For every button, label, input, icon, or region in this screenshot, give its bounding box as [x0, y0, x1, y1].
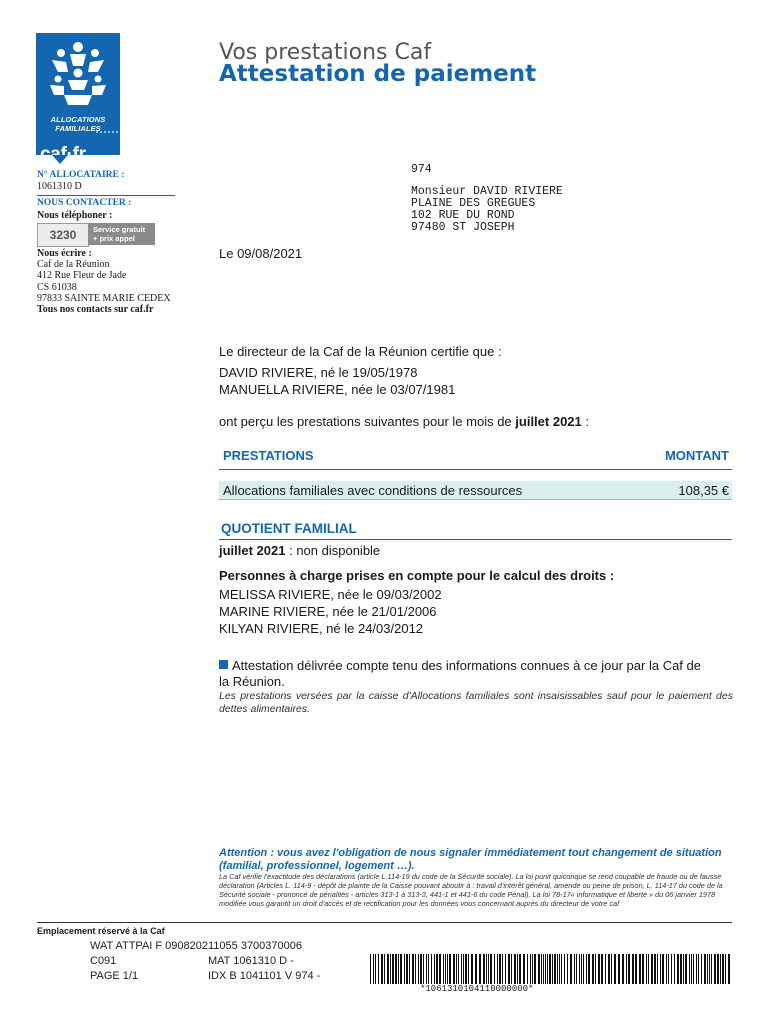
- barcode-bar: [465, 954, 467, 984]
- barcode-bar: [680, 954, 682, 984]
- recipient-line3: 102 RUE DU ROND: [411, 209, 515, 222]
- caf-address-line2: 412 Rue Fleur de Jade: [37, 270, 127, 281]
- barcode-bar: [707, 954, 708, 984]
- barcode-bar: [420, 954, 422, 984]
- phone-service-note: [88, 223, 155, 245]
- barcode-bar: [392, 954, 394, 984]
- prestation-label: Allocations familiales avec conditions de ressources: [223, 483, 523, 498]
- barcode-bar: [538, 954, 540, 984]
- caf-address-line4: 97833 SAINTE MARIE CEDEX: [37, 293, 171, 304]
- document-date: Le 09/08/2021: [219, 246, 303, 261]
- write-label: Nous écrire :: [37, 248, 92, 259]
- barcode-bar: [698, 954, 699, 984]
- barcode-bar: [579, 954, 580, 984]
- barcode-bar: [490, 954, 492, 984]
- received-statement: [219, 414, 589, 429]
- person-3: KILYAN RIVIERE, né le 24/03/2012: [219, 621, 424, 636]
- barcode-bar: [559, 954, 560, 984]
- barcode-bar: [561, 954, 562, 984]
- barcode-bar: [461, 954, 462, 984]
- barcode-bar: [475, 954, 477, 984]
- barcode-bar: [527, 954, 528, 984]
- divider: [37, 195, 175, 196]
- footer-divider: [37, 922, 732, 923]
- barcode-bar: [581, 954, 582, 984]
- barcode-bar: [431, 954, 432, 984]
- table-header: [219, 445, 732, 470]
- barcode-bar: [384, 954, 385, 984]
- legal-notice: La Caf vérifie l'exactitude des déclarations (article L.114-19 du code de la Sécurité sociale). La loi punit quiconque se rend coupable de fraude ou de fausse déclaration (Articles L. 114-9 - dépôt de plainte de la Caisse pouvant aboutir à : travail d'intérêt général, amende ou peine de prison, L. 114-17 du code de la Sécurité sociale - prononcé de pénalités - articles 313-1 à 313-3, 441-1 et 441-6 du code Pénal). La loi 78-17« informatique et liberté » du 06 janvier 1978 modifiée vous garantit un droit d'accès et de rectification pour les données vous concernant auprès du directeur de votre caf: [219, 872, 723, 908]
- barcode-bar: [660, 954, 661, 984]
- barcode-bar: [549, 954, 551, 984]
- barcode-bar: [552, 954, 553, 984]
- barcode-bar: [696, 954, 697, 984]
- barcode-bar: [453, 954, 455, 984]
- barcode-bar: [443, 954, 444, 984]
- received-month: juillet 2021: [515, 414, 582, 429]
- barcode-bar: [668, 954, 669, 984]
- barcode-bar: [574, 954, 575, 984]
- barcode-bar: [671, 954, 672, 984]
- quotient-heading-text: QUOTIENT FAMILIAL: [221, 521, 357, 536]
- notice-line1-text: Attestation délivrée compte tenu des informations connues à ce jour par la Caf de: [232, 658, 701, 673]
- barcode-bar: [693, 954, 694, 984]
- barcode-bar: [412, 954, 414, 984]
- barcode-bar: [381, 954, 383, 984]
- barcode-bar: [592, 954, 594, 984]
- barcode-bar: [598, 954, 600, 984]
- recipient-line2: PLAINE DES GREGUES: [411, 197, 536, 210]
- footer-code-line3b: IDX B 1041101 V 974 -: [208, 970, 321, 982]
- barcode-bar: [436, 954, 438, 984]
- barcode-bar: [720, 954, 721, 984]
- received-suffix: :: [581, 414, 589, 429]
- beneficiary-1: DAVID RIVIERE, né le 19/05/1978: [219, 365, 418, 380]
- barcode-bar: [545, 954, 546, 984]
- barcode-bar: [547, 954, 548, 984]
- barcode-bar: [605, 954, 606, 984]
- table-row: [219, 481, 732, 500]
- quotient-status-text: : non disponible: [285, 543, 381, 558]
- page-subtitle: Vos prestations Caf: [219, 40, 432, 65]
- person-1: MELISSA RIVIERE, née le 09/03/2002: [219, 587, 442, 602]
- barcode-bar: [674, 954, 675, 984]
- barcode-bar: [426, 954, 427, 984]
- col-montant: MONTANT: [664, 448, 729, 463]
- barcode-bar: [523, 954, 525, 984]
- barcode-bar: [564, 954, 565, 984]
- barcode-bar: [557, 954, 558, 984]
- barcode-bar: [570, 954, 572, 984]
- bullet-square-icon: [219, 660, 228, 669]
- caf-logo: [36, 33, 120, 165]
- barcode-bar: [439, 954, 441, 984]
- barcode-bar: [595, 954, 596, 984]
- barcode-bar: [378, 954, 379, 984]
- barcode-bar: [505, 954, 506, 984]
- barcode-bar: [683, 954, 684, 984]
- barcode-bar: [614, 954, 616, 984]
- person-2: MARINE RIVIERE, née le 21/01/2006: [219, 604, 437, 619]
- recipient-line4: 97480 ST JOSEPH: [411, 221, 515, 234]
- barcode-bar: [519, 954, 521, 984]
- phone-service-line2: + prix appel: [93, 234, 135, 243]
- footer-code-line3a: PAGE 1/1: [90, 970, 139, 982]
- barcode-bar: [445, 954, 446, 984]
- barcode-bar: [635, 954, 637, 984]
- barcode-bar: [409, 954, 410, 984]
- barcode-bar: [611, 954, 612, 984]
- barcode-bar: [717, 954, 719, 984]
- barcode-bar: [651, 954, 653, 984]
- barcode-bar: [418, 954, 419, 984]
- barcode-bar: [576, 954, 577, 984]
- allocataire-label: N° ALLOCATAIRE :: [37, 170, 125, 180]
- barcode-bar: [502, 954, 503, 984]
- barcode-bar: [543, 954, 544, 984]
- barcode-bar: [471, 954, 473, 984]
- barcode-bar: [586, 954, 587, 984]
- barcode-bar: [511, 954, 512, 984]
- barcode-bar: [447, 954, 448, 984]
- barcode-bar: [725, 954, 726, 984]
- barcode-bar: [390, 954, 391, 984]
- quotient-status: [219, 543, 380, 558]
- beneficiary-2: MANUELLA RIVIERE, née le 03/07/1981: [219, 382, 456, 397]
- barcode-bar: [648, 954, 649, 984]
- caf-address-line3: CS 61038: [37, 282, 77, 293]
- phone-number[interactable]: 3230: [37, 223, 89, 247]
- barcode-bar: [415, 954, 416, 984]
- reserved-area-label: Emplacement réservé à la Caf: [37, 926, 165, 936]
- barcode-bar: [499, 954, 501, 984]
- page-title: Attestation de paiement: [219, 61, 537, 87]
- notice-italic: Les prestations versées par la caisse d'Allocations familiales sont insaisissables sauf pour le paiement des dettes alimentaires.: [219, 690, 733, 715]
- barcode-bar: [701, 954, 702, 984]
- barcode-bar: [517, 954, 518, 984]
- quotient-heading: [219, 520, 732, 540]
- barcode-bar: [666, 954, 667, 984]
- barcode-bar: [622, 954, 624, 984]
- barcode-bar: [689, 954, 690, 984]
- barcode-bar: [654, 954, 656, 984]
- barcode-bar: [534, 954, 536, 984]
- intro-text: Le directeur de la Caf de la Réunion certifie que :: [219, 344, 502, 359]
- barcode-bar: [530, 954, 531, 984]
- barcode-bar: [387, 954, 389, 984]
- barcode-bar: [508, 954, 510, 984]
- barcode-bar: [486, 954, 487, 984]
- barcode-bar: [632, 954, 634, 984]
- barcode-bar: [728, 954, 730, 984]
- quotient-month: juillet 2021: [219, 543, 286, 558]
- barcode-bar: [714, 954, 716, 984]
- barcode-bar: [704, 954, 706, 984]
- barcode-bar: [646, 954, 647, 984]
- barcode-bar: [456, 954, 457, 984]
- recipient-code: 974: [411, 163, 432, 176]
- barcode-bar: [554, 954, 556, 984]
- barcode-bar: [583, 954, 584, 984]
- barcode-bar: [628, 954, 630, 984]
- barcode-bar: [494, 954, 495, 984]
- logo-brand: caf·fr: [40, 144, 86, 165]
- barcode-bar: [642, 954, 644, 984]
- barcode-bar: [458, 954, 459, 984]
- family-logo-icon: [44, 39, 112, 109]
- barcode-bar: [370, 954, 371, 984]
- notice-line2: la Réunion.: [219, 674, 285, 689]
- barcode-bar: [639, 954, 641, 984]
- barcode-bar: [541, 954, 542, 984]
- barcode-bar: [404, 954, 405, 984]
- barcode-bar: [618, 954, 620, 984]
- recipient-line1: Monsieur DAVID RIVIERE: [411, 185, 563, 198]
- phone-box: [37, 223, 157, 245]
- persons-heading: Personnes à charge prises en compte pour le calcul des droits :: [219, 568, 615, 583]
- barcode-bar: [434, 954, 435, 984]
- barcode-bar: [395, 954, 397, 984]
- contact-label: NOUS CONTACTER :: [37, 198, 132, 208]
- barcode-bar: [685, 954, 687, 984]
- phone-service-line1: Service gratuit: [93, 225, 146, 234]
- barcode-bar: [488, 954, 489, 984]
- barcode-bar: [662, 954, 664, 984]
- caf-address-line1: Caf de la Réunion: [37, 259, 110, 270]
- barcode-bar: [608, 954, 610, 984]
- footer-code-line1: WAT ATTPAI F 090820211055 3700370006: [90, 940, 302, 952]
- barcode-bar: [722, 954, 724, 984]
- barcode-bar: [588, 954, 590, 984]
- barcode-bar: [677, 954, 679, 984]
- phone-label: Nous téléphoner :: [37, 210, 113, 221]
- barcode-bar: [497, 954, 498, 984]
- all-contacts-link[interactable]: Tous nos contacts sur caf.fr: [37, 304, 154, 315]
- barcode-text: *1061310104110000000*: [420, 984, 534, 994]
- barcode-bar: [532, 954, 533, 984]
- barcode-bar: [428, 954, 429, 984]
- notice-line1: [219, 658, 734, 673]
- allocataire-value: 1061310 D: [37, 181, 82, 192]
- barcode-bar: [468, 954, 469, 984]
- logo-text-line1: ALLOCATIONS: [50, 115, 106, 124]
- barcode-bar: [449, 954, 451, 984]
- col-prestations: PRESTATIONS: [223, 448, 314, 463]
- barcode-bar: [567, 954, 568, 984]
- barcode-bar: [463, 954, 464, 984]
- barcode-bar: [709, 954, 710, 984]
- logo-pointer-icon: [52, 155, 68, 164]
- logo-text-line2: FAMILIALES: [55, 124, 101, 133]
- barcode-bar: [398, 954, 399, 984]
- barcode-bar: [423, 954, 424, 984]
- barcode-bar: [691, 954, 692, 984]
- barcode-bar: [626, 954, 627, 984]
- barcode-bar: [711, 954, 712, 984]
- barcode-bar: [483, 954, 485, 984]
- footer-code-line2a: C091: [90, 955, 117, 967]
- barcode-bar: [657, 954, 658, 984]
- prestation-amount: 108,35 €: [678, 483, 729, 498]
- barcode-bar: [406, 954, 408, 984]
- barcode-bar: [373, 954, 374, 984]
- received-prefix: ont perçu les prestations suivantes pour le mois de: [219, 414, 516, 429]
- barcode-bar: [514, 954, 516, 984]
- barcode-bar: [479, 954, 481, 984]
- footer-code-line2b: MAT 1061310 D -: [208, 955, 294, 967]
- barcode-bar: [601, 954, 603, 984]
- logo-dots-icon: [96, 131, 118, 133]
- barcode-bar: [375, 954, 376, 984]
- barcode-bar: [400, 954, 402, 984]
- barcode: [370, 954, 732, 984]
- attention-notice: Attention : vous avez l'obligation de nous signaler immédiatement tout changement de situation (familial, professionnel, logement …).: [219, 847, 722, 872]
